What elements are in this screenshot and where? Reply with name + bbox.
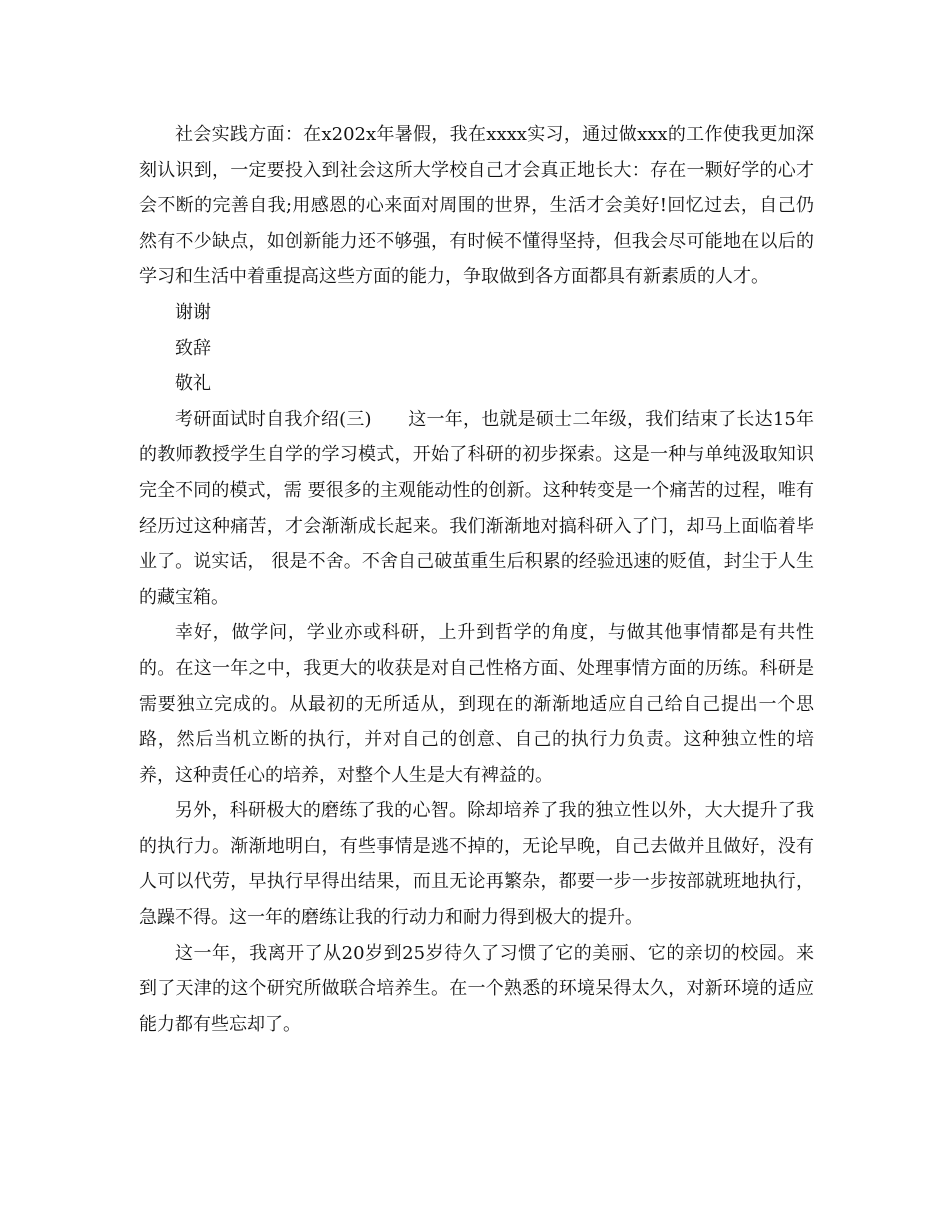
paragraph-this-year: 这一年，我离开了从20岁到25岁待久了习惯了它的美丽、它的亲切的校园。来到了天津的这个研究所做联合培养生。在一个熟悉的环境呆得太久，对新环境的适应能力都有些忘却了。 bbox=[139, 942, 814, 1035]
paragraph-fortunately: 幸好，做学问，学业亦或科研，上升到哲学的角度，与做其他事情都是有共性的。在这一年之中，我更大的收获是对自己性格方面、处理事情方面的历练。科研是需要独立完成的。从最初的无所适从，到现在的渐渐地适应自己给自己提出一个思路，然后当机立断的执行，并对自己的创意、自己的执行力负责。这种独立性的培养，这种责任心的培养，对整个人生是大有裨益的。 bbox=[139, 622, 814, 786]
paragraph-second-year: 这一年，也就是硕士二年级，我们结束了长达15年的教师教授学生自学的学习模式，开始了科研的初步探索。这是一种与单纯汲取知识完全不同的模式，需 要很多的主观能动性的创新。这种转变是一个痛苦的过程，唯有经历过这种痛苦，才会渐渐成长起来。我们渐渐地对搞科研入了门，却马上面临着毕业了。说实话， 很是不舍。不舍自己破茧重生后积累的经验迅速的贬值，封尘于人生的藏宝箱。 bbox=[139, 408, 815, 608]
closing-thanks: 谢谢 bbox=[175, 301, 211, 323]
closing-address: 致辞 bbox=[175, 337, 211, 359]
paragraph-intro-three bbox=[139, 402, 814, 616]
closing-regards: 敬礼 bbox=[175, 373, 211, 395]
paragraph-moreover: 另外，科研极大的磨练了我的心智。除却培养了我的独立性以外，大大提升了我的执行力。渐渐地明白，有些事情是逃不掉的，无论早晚，自己去做并且做好，没有人可以代劳，早执行早得出结果，而且无论再繁杂，都要一步一步按部就班地执行，急躁不得。这一年的磨练让我的行动力和耐力得到极大的提升。 bbox=[139, 800, 814, 929]
document-body bbox=[139, 117, 814, 1042]
paragraph-social-practice: 社会实践方面：在x202x年暑假，我在xxxx实习，通过做xxx的工作使我更加深刻认识到，一定要投入到社会这所大学校自己才会真正地长大：存在一颗好学的心才会不断的完善自我;用感恩的心来面对周围的世界，生活才会美好!回忆过去，自己仍然有不少缺点，如创新能力还不够强，有时候不懂得坚持，但我会尽可能地在以后的学习和生活中着重提高这些方面的能力，争取做到各方面都具有新素质的人才。 bbox=[139, 124, 814, 288]
section-gap bbox=[372, 409, 409, 430]
section-title: 考研面试时自我介绍(三) bbox=[175, 408, 372, 430]
